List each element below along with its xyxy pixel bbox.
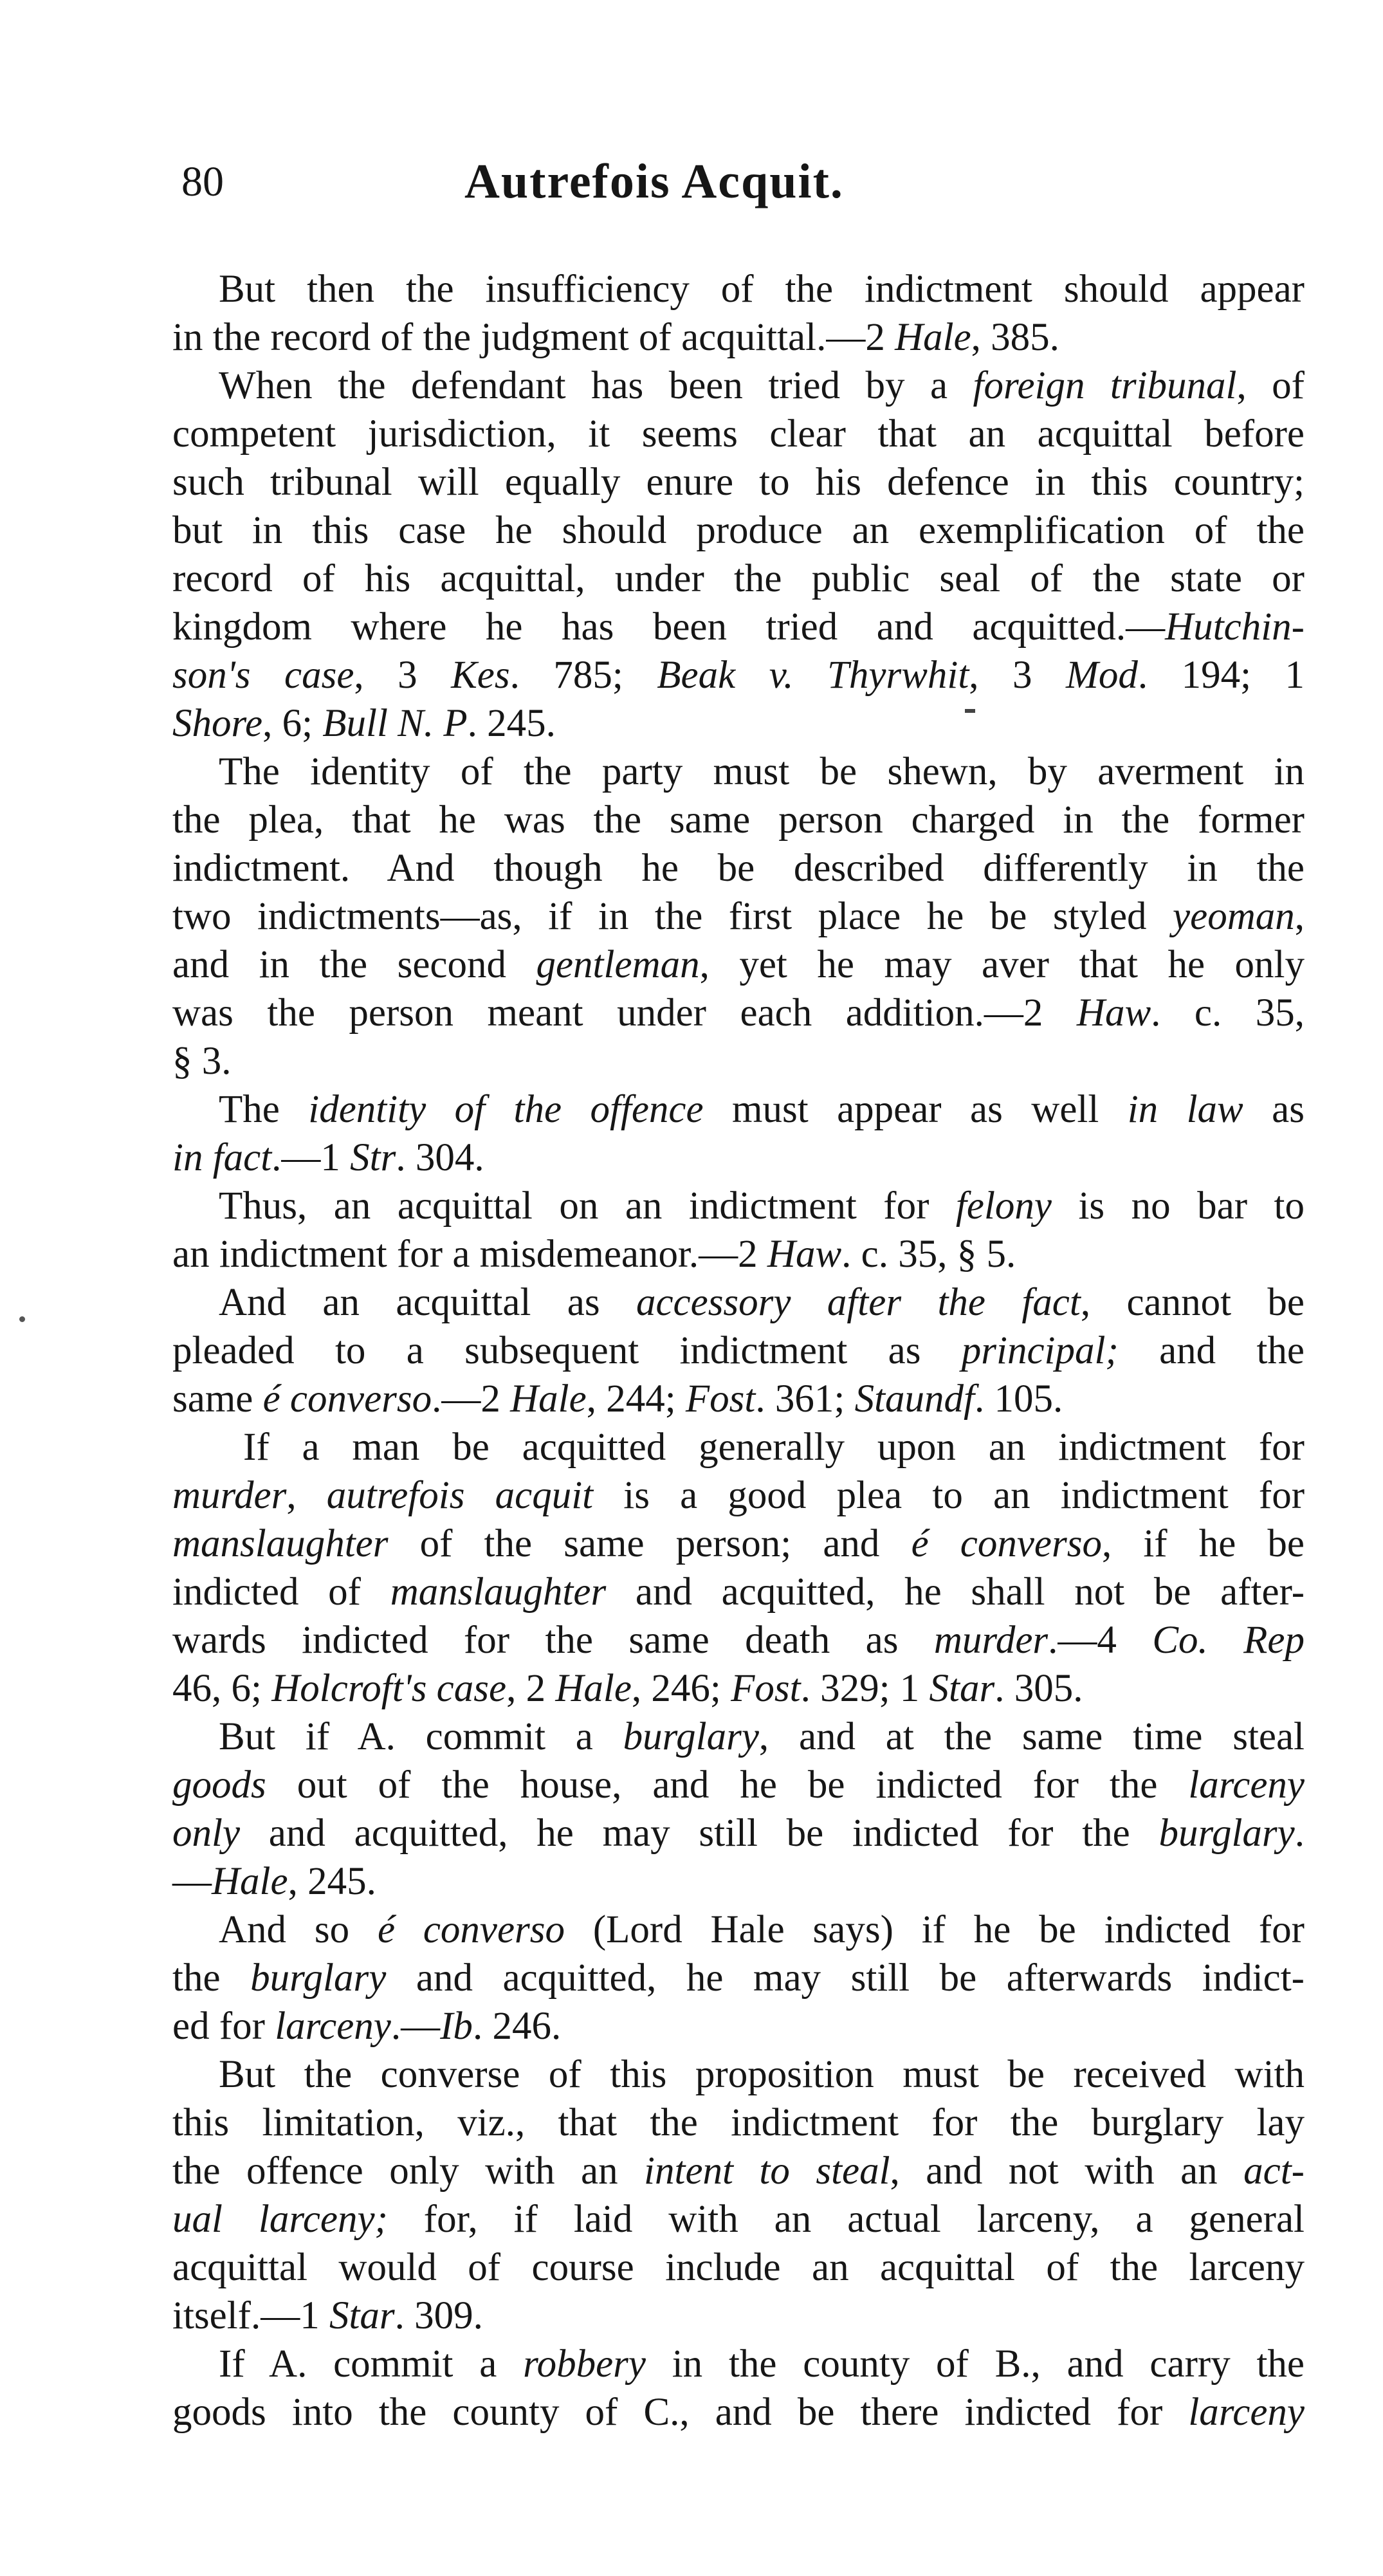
text-line: son's case, 3 Kes. 785; Beak v. Thyrwhit, 3 Mod. 194; 1 <box>172 654 1305 697</box>
text-line: the offence only with an intent to steal, and not with an act- <box>172 2149 1305 2193</box>
text-line: manslaughter of the same person; and é converso, if he be <box>172 1522 1305 1565</box>
text-line: § 3. <box>172 1040 232 1083</box>
text-line: pleaded to a subsequent indictment as principal; and the <box>172 1329 1305 1372</box>
text-line: murder, autrefois acquit is a good plea to an indictment for <box>172 1474 1305 1517</box>
text-line: was the person meant under each addition.—2 Haw. c. 35, <box>172 991 1305 1035</box>
text-line: And an acquittal as accessory after the fact, cannot be <box>219 1281 1305 1324</box>
text-line: same é converso.—2 Hale, 244; Fost. 361; Staundf. 105. <box>172 1377 1063 1421</box>
text-line: ual larceny; for, if laid with an actual larceny, a general <box>172 2198 1305 2241</box>
text-line: Thus, an acquittal on an indictment for felony is no bar to <box>219 1184 1305 1228</box>
text-line: record of his acquittal, under the public seal of the state or <box>172 557 1305 600</box>
text-line: two indictments—as, if in the first place he be styled yeoman, <box>172 895 1305 938</box>
text-line: in fact.—1 Str. 304. <box>172 1136 484 1179</box>
text-line: And so é converso (Lord Hale says) if he be indicted for <box>219 1908 1305 1951</box>
text-line: but in this case he should produce an exemplification of the <box>172 509 1305 552</box>
text-line: But if A. commit a burglary, and at the same time steal <box>219 1715 1305 1758</box>
text-line: When the defendant has been tried by a foreign tribunal, of <box>219 364 1305 407</box>
text-line: an indictment for a misdemeanor.—2 Haw. c. 35, § 5. <box>172 1233 1016 1276</box>
text-line: indictment. And though he be described differently in the <box>172 847 1305 890</box>
text-line: goods into the county of C., and be there indicted for larceny <box>172 2391 1305 2434</box>
text-line: kingdom where he has been tried and acquitted.—Hutchin- <box>172 605 1305 649</box>
text-line: such tribunal will equally enure to his defence in this country; <box>172 461 1305 504</box>
text-line: only and acquitted, he may still be indicted for the burglary. <box>172 1812 1305 1855</box>
text-line: goods out of the house, and he be indicted for the larceny <box>172 1763 1305 1807</box>
text-line: If a man be acquitted generally upon an indictment for <box>243 1426 1305 1469</box>
text-line: indicted of manslaughter and acquitted, he shall not be after- <box>172 1570 1305 1614</box>
stray-dash-mark <box>965 709 975 713</box>
text-line: the plea, that he was the same person charged in the former <box>172 798 1305 842</box>
text-line: itself.—1 Star. 309. <box>172 2294 483 2337</box>
stray-dot-mark <box>19 1316 25 1322</box>
text-line: Shore, 6; Bull N. P. 245. <box>172 702 556 745</box>
text-line: If A. commit a robbery in the county of B., and carry the <box>219 2342 1305 2386</box>
text-line: in the record of the judgment of acquittal.—2 Hale, 385. <box>172 316 1059 359</box>
text-line: and in the second gentleman, yet he may aver that he only <box>172 943 1305 986</box>
text-line: But the converse of this proposition must be received with <box>219 2053 1305 2096</box>
body-text <box>172 265 1305 2436</box>
text-line: The identity of the offence must appear as well in law as <box>219 1088 1305 1131</box>
text-line: ed for larceny.—Ib. 246. <box>172 2005 562 2048</box>
text-line: wards indicted for the same death as murder.—4 Co. Rep <box>172 1619 1305 1662</box>
text-line: competent jurisdiction, it seems clear that an acquittal before <box>172 412 1305 455</box>
running-head: Autrefois Acquit. <box>464 154 844 208</box>
text-line: acquittal would of course include an acquittal of the larceny <box>172 2246 1305 2289</box>
text-line: —Hale, 245. <box>172 1860 376 1903</box>
text-line: 46, 6; Holcroft's case, 2 Hale, 246; Fost. 329; 1 Star. 305. <box>172 1667 1083 1710</box>
text-line: But then the insufficiency of the indictment should appear <box>219 268 1305 311</box>
page-number: 80 <box>181 158 224 205</box>
text-line: The identity of the party must be shewn, by averment in <box>219 750 1305 793</box>
text-line: this limitation, viz., that the indictment for the burglary lay <box>172 2101 1305 2144</box>
text-line: the burglary and acquitted, he may still be afterwards indict- <box>172 1956 1305 2000</box>
